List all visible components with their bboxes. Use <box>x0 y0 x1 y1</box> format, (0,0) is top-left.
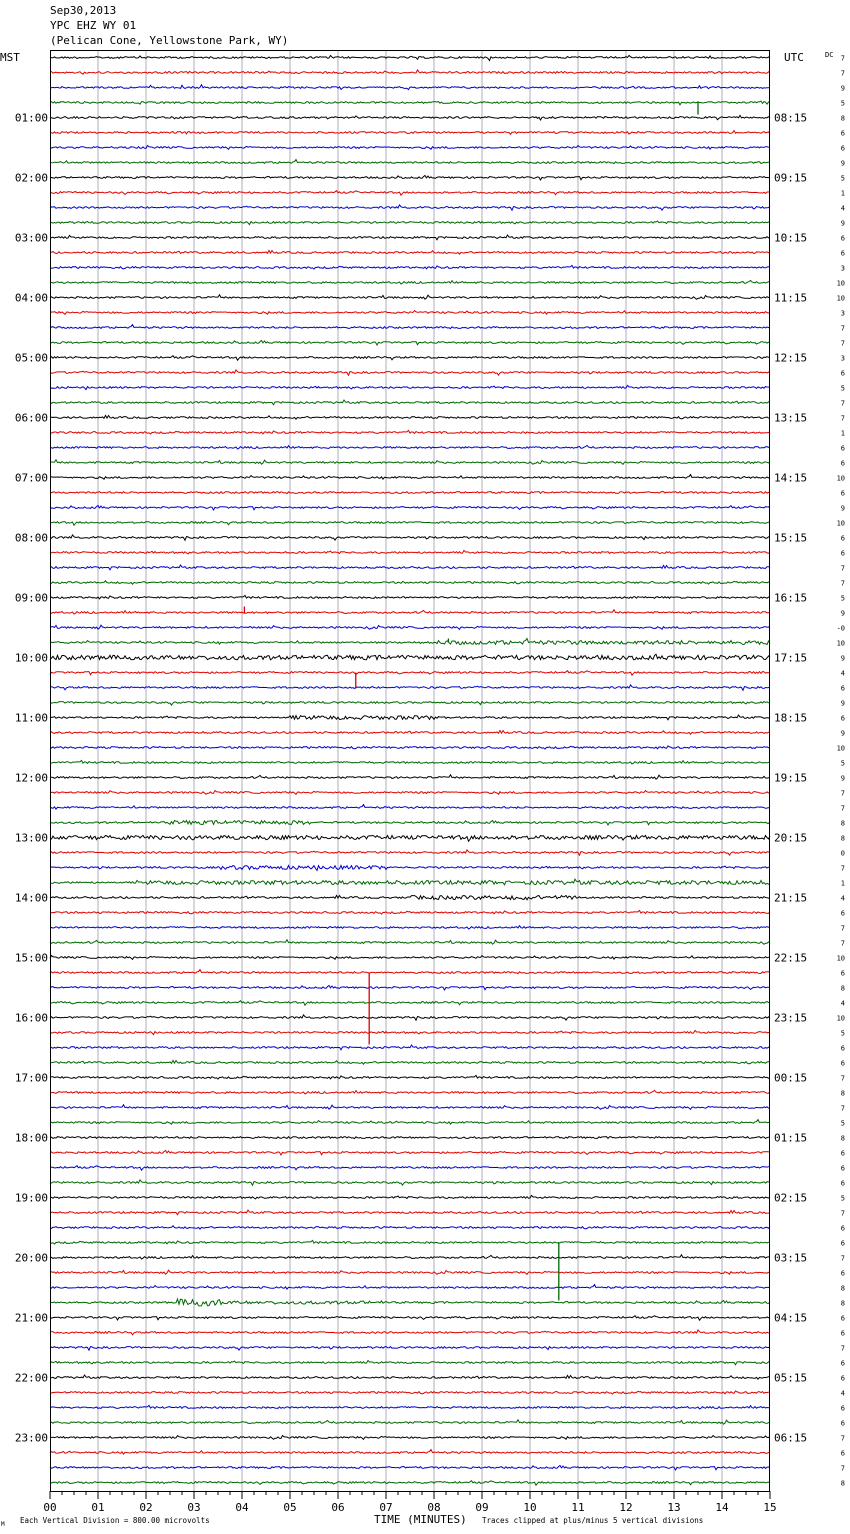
dc-value: 10 <box>836 474 845 483</box>
dc-value: 7 <box>840 1464 845 1473</box>
x-axis-title: TIME (MINUTES) <box>374 1513 467 1526</box>
trace-row <box>50 715 770 720</box>
trace-row <box>50 791 770 795</box>
trace-row <box>50 221 770 225</box>
dc-value: 6 <box>840 909 845 918</box>
dc-value: 8 <box>840 1479 845 1488</box>
trace-row <box>50 265 770 269</box>
trace-row <box>50 430 770 434</box>
dc-value: 7 <box>840 414 845 423</box>
left-time-label: 17:00 <box>14 1071 48 1085</box>
trace-row <box>50 926 770 929</box>
trace-row <box>50 671 770 676</box>
dc-value: 8 <box>840 984 845 993</box>
dc-value: 9 <box>840 219 845 228</box>
dc-value: 6 <box>840 489 845 498</box>
trace-row <box>50 654 770 659</box>
trace-row <box>50 1195 770 1199</box>
right-time-label: 16:15 <box>774 591 808 605</box>
x-tick-label: 09 <box>475 1501 489 1514</box>
dc-value: 6 <box>840 1179 845 1188</box>
dc-value: 6 <box>840 1359 845 1368</box>
utc-time-labels <box>774 112 807 1445</box>
record-date: Sep30,2013 <box>50 4 117 17</box>
right-time-label: 05:15 <box>774 1371 808 1385</box>
x-tick-label: 05 <box>283 1501 297 1514</box>
trace-row <box>50 730 770 734</box>
right-time-label: 15:15 <box>774 531 808 545</box>
right-time-label: 21:15 <box>774 891 808 905</box>
dc-value: 7 <box>840 564 845 573</box>
left-time-label: 02:00 <box>14 171 48 185</box>
left-time-label: 05:00 <box>14 351 48 365</box>
dc-value: 6 <box>840 534 845 543</box>
dc-value: 10 <box>836 954 845 963</box>
trace-row <box>50 1045 770 1050</box>
trace-row <box>50 625 770 629</box>
trace-row <box>50 639 770 645</box>
trace-row <box>50 250 770 254</box>
trace-row <box>50 460 770 465</box>
trace-row <box>50 176 770 181</box>
trace-row <box>50 850 770 855</box>
dc-value: 7 <box>840 804 845 813</box>
trace-row <box>50 805 770 810</box>
trace-row <box>50 685 770 690</box>
trace-row <box>50 910 770 914</box>
left-time-label: 15:00 <box>14 951 48 965</box>
dc-value: 10 <box>836 744 845 753</box>
dc-value: 7 <box>840 1434 845 1443</box>
dc-value: 6 <box>840 714 845 723</box>
left-time-label: 18:00 <box>14 1131 48 1145</box>
dc-value: 3 <box>840 354 845 363</box>
trace-row <box>50 70 770 74</box>
right-time-label: 20:15 <box>774 831 808 845</box>
trace-row <box>50 131 770 135</box>
right-time-label: 09:15 <box>774 171 808 185</box>
left-time-label: 08:00 <box>14 531 48 545</box>
trace-row <box>50 356 770 361</box>
dc-value: 9 <box>840 84 845 93</box>
trace-row <box>50 280 770 284</box>
corner-mark: M <box>1 1521 5 1528</box>
left-time-label: 04:00 <box>14 291 48 305</box>
dc-value: 10 <box>836 294 845 303</box>
dc-value: 9 <box>840 504 845 513</box>
dc-value: 6 <box>840 144 845 153</box>
station-location: (Pelican Cone, Yellowstone Park, WY) <box>50 34 289 47</box>
dc-value: 10 <box>836 639 845 648</box>
trace-row <box>50 1375 770 1379</box>
dc-value: 3 <box>840 264 845 273</box>
dc-value: 6 <box>840 969 845 978</box>
trace-row <box>50 565 770 570</box>
trace-row <box>50 235 770 240</box>
dc-value: 6 <box>840 234 845 243</box>
right-time-label: 13:15 <box>774 411 808 425</box>
dc-value: 5 <box>840 594 845 603</box>
dc-offset-labels <box>837 55 845 1488</box>
dc-value: 6 <box>840 129 845 138</box>
dc-value: 9 <box>840 729 845 738</box>
clip-note: Traces clipped at plus/minus 5 vertical divisions <box>482 1516 704 1525</box>
dc-value: 6 <box>840 1149 845 1158</box>
right-time-label: 18:15 <box>774 711 808 725</box>
dc-value: 6 <box>840 459 845 468</box>
dc-value: 7 <box>840 1344 845 1353</box>
dc-value: 6 <box>840 249 845 258</box>
right-time-label: 01:15 <box>774 1131 808 1145</box>
left-time-label: 20:00 <box>14 1251 48 1265</box>
x-tick-label: 07 <box>379 1501 393 1514</box>
trace-row <box>50 1240 770 1244</box>
trace-row <box>50 400 770 405</box>
trace-row <box>50 535 770 540</box>
x-tick-label: 04 <box>235 1501 249 1514</box>
dc-value: 4 <box>840 669 845 678</box>
dc-value: 6 <box>840 1224 845 1233</box>
trace-row <box>50 1330 770 1335</box>
trace-row <box>50 986 770 991</box>
trace-row <box>50 115 770 120</box>
trace-row <box>50 56 770 61</box>
dc-value: 7 <box>840 939 845 948</box>
trace-row <box>50 385 770 389</box>
dc-value: 8 <box>840 1299 845 1308</box>
left-time-label: 11:00 <box>14 711 48 725</box>
trace-row <box>50 160 770 164</box>
trace-row <box>50 1075 770 1079</box>
local-time-labels <box>15 112 48 1445</box>
dc-value: 3 <box>840 309 845 318</box>
dc-header-label: DC <box>825 51 834 59</box>
dc-value: 4 <box>840 1389 845 1398</box>
right-time-label: 19:15 <box>774 771 808 785</box>
dc-value: 6 <box>840 1404 845 1413</box>
right-time-label: 22:15 <box>774 951 808 965</box>
right-time-label: 04:15 <box>774 1311 808 1325</box>
trace-row <box>50 1137 770 1139</box>
trace-row <box>50 1420 770 1425</box>
dc-value: 8 <box>840 114 845 123</box>
x-tick-label: 12 <box>619 1501 633 1514</box>
dc-value: 7 <box>840 339 845 348</box>
dc-value: 6 <box>840 1269 845 1278</box>
dc-value: 8 <box>840 819 845 828</box>
trace-row <box>50 1030 770 1034</box>
left-timezone-label: MST <box>0 51 20 64</box>
trace-row <box>50 1120 770 1125</box>
trace-row <box>50 1285 770 1290</box>
trace-row <box>50 1299 770 1306</box>
trace-row <box>50 101 770 105</box>
x-tick-label: 03 <box>187 1501 201 1514</box>
dc-value: 6 <box>840 1419 845 1428</box>
dc-value: 9 <box>840 159 845 168</box>
x-tick-label: 08 <box>427 1501 441 1514</box>
trace-row <box>50 370 770 375</box>
dc-value: 6 <box>840 549 845 558</box>
trace-row <box>50 205 770 210</box>
trace-row <box>50 760 770 764</box>
dc-value: 5 <box>840 759 845 768</box>
right-time-label: 08:15 <box>774 111 808 125</box>
x-tick-label: 06 <box>331 1501 345 1514</box>
trace-row <box>50 821 770 826</box>
right-time-label: 06:15 <box>774 1431 808 1445</box>
dc-value: 8 <box>840 1134 845 1143</box>
dc-value: 7 <box>840 399 845 408</box>
trace-row <box>50 775 770 780</box>
dc-value: 6 <box>840 1314 845 1323</box>
trace-row <box>50 1405 770 1409</box>
dc-value: 9 <box>840 699 845 708</box>
x-tick-label: 11 <box>571 1501 585 1514</box>
trace-row <box>50 311 770 315</box>
trace-row <box>50 581 770 584</box>
right-time-label: 14:15 <box>774 471 808 485</box>
dc-value: 6 <box>840 1449 845 1458</box>
right-time-label: 11:15 <box>774 291 808 305</box>
trace-row <box>50 295 770 300</box>
dc-value: 5 <box>840 384 845 393</box>
trace-row <box>50 1436 770 1440</box>
dc-value: 5 <box>840 1194 845 1203</box>
x-tick-label: 00 <box>43 1501 57 1514</box>
trace-group <box>50 56 770 1486</box>
dc-value: 10 <box>836 519 845 528</box>
trace-row <box>50 191 770 196</box>
right-time-label: 00:15 <box>774 1071 808 1085</box>
left-time-label: 16:00 <box>14 1011 48 1025</box>
trace-row <box>50 341 770 346</box>
left-time-label: 03:00 <box>14 231 48 245</box>
trace-row <box>50 521 770 525</box>
trace-row <box>50 746 770 749</box>
dc-value: 6 <box>840 1164 845 1173</box>
left-time-label: 23:00 <box>14 1431 48 1445</box>
right-time-label: 12:15 <box>774 351 808 365</box>
left-time-label: 10:00 <box>14 651 48 665</box>
dc-value: 4 <box>840 999 845 1008</box>
trace-row <box>50 970 770 974</box>
dc-value: 10 <box>836 1014 845 1023</box>
dc-value: 5 <box>840 1119 845 1128</box>
trace-row <box>50 1090 770 1094</box>
x-tick-label: 15 <box>763 1501 777 1514</box>
dc-value: 7 <box>840 924 845 933</box>
trace-row <box>50 1347 770 1351</box>
right-time-label: 17:15 <box>774 651 808 665</box>
trace-row <box>50 1316 770 1321</box>
dc-value: 4 <box>840 894 845 903</box>
dc-value: 6 <box>840 1044 845 1053</box>
dc-value: 9 <box>840 609 845 618</box>
trace-row <box>50 940 770 945</box>
dc-value: 6 <box>840 444 845 453</box>
right-time-label: 03:15 <box>774 1251 808 1265</box>
time-axis <box>43 1491 776 1514</box>
right-timezone-label: UTC <box>784 51 804 64</box>
trace-row <box>50 445 770 449</box>
trace-row <box>50 1360 770 1364</box>
division-note: Each Vertical Division = 800.00 microvolts <box>20 1516 210 1525</box>
left-time-label: 12:00 <box>14 771 48 785</box>
trace-row <box>50 1210 770 1215</box>
trace-row <box>50 1060 770 1064</box>
trace-row <box>50 85 770 90</box>
dc-value: 5 <box>840 1029 845 1038</box>
trace-row <box>50 836 770 842</box>
trace-row <box>50 610 770 614</box>
dc-value: 5 <box>840 174 845 183</box>
dc-value: 4 <box>840 204 845 213</box>
dc-value: 7 <box>840 1209 845 1218</box>
trace-row <box>50 492 770 494</box>
left-time-label: 14:00 <box>14 891 48 905</box>
left-time-label: 19:00 <box>14 1191 48 1205</box>
trace-row <box>50 146 770 150</box>
trace-row <box>50 506 770 511</box>
right-time-label: 02:15 <box>774 1191 808 1205</box>
dc-value: 7 <box>840 54 845 63</box>
dc-value: 7 <box>840 864 845 873</box>
dc-value: 6 <box>840 1329 845 1338</box>
trace-row <box>50 1255 770 1259</box>
station-id: YPC EHZ WY 01 <box>50 19 137 32</box>
trace-row <box>50 1166 770 1171</box>
dc-value: 7 <box>840 69 845 78</box>
trace-row <box>50 475 770 480</box>
trace-row <box>50 415 770 419</box>
trace-row <box>50 1105 770 1110</box>
left-time-label: 06:00 <box>14 411 48 425</box>
x-tick-label: 02 <box>139 1501 153 1514</box>
trace-row <box>50 325 770 329</box>
dc-value: 7 <box>840 324 845 333</box>
dc-value: 8 <box>840 1284 845 1293</box>
right-time-label: 10:15 <box>774 231 808 245</box>
trace-row <box>50 866 770 871</box>
dc-value: 9 <box>840 774 845 783</box>
trace-row <box>50 956 770 960</box>
dc-value: 6 <box>840 1059 845 1068</box>
dc-value: -0 <box>836 624 845 633</box>
trace-row <box>50 1391 770 1394</box>
dc-value: 7 <box>840 1254 845 1263</box>
dc-value: 1 <box>840 879 845 888</box>
trace-row <box>50 879 770 885</box>
dc-value: 6 <box>840 684 845 693</box>
dc-value: 6 <box>840 1239 845 1248</box>
trace-row <box>50 1270 770 1274</box>
left-time-label: 13:00 <box>14 831 48 845</box>
dc-value: 1 <box>840 189 845 198</box>
left-time-label: 22:00 <box>14 1371 48 1385</box>
dc-value: 7 <box>840 1104 845 1113</box>
trace-row <box>50 1001 770 1006</box>
trace-row <box>50 895 770 899</box>
x-tick-label: 13 <box>667 1501 681 1514</box>
dc-value: 10 <box>836 279 845 288</box>
dc-value: 7 <box>840 579 845 588</box>
dc-value: 7 <box>840 789 845 798</box>
dc-value: 0 <box>840 849 845 858</box>
trace-row <box>50 1180 770 1185</box>
left-time-label: 21:00 <box>14 1311 48 1325</box>
trace-row <box>50 1450 770 1455</box>
trace-row <box>50 595 770 598</box>
dc-value: 8 <box>840 1089 845 1098</box>
dc-value: 8 <box>840 834 845 843</box>
trace-row <box>50 1151 770 1156</box>
dc-value: 7 <box>840 1074 845 1083</box>
x-tick-label: 10 <box>523 1501 537 1514</box>
left-time-label: 01:00 <box>14 111 48 125</box>
trace-row <box>50 701 770 705</box>
dc-value: 9 <box>840 654 845 663</box>
dc-value: 6 <box>840 369 845 378</box>
dc-value: 5 <box>840 99 845 108</box>
x-tick-label: 14 <box>715 1501 729 1514</box>
dc-value: 1 <box>840 429 845 438</box>
left-time-label: 09:00 <box>14 591 48 605</box>
trace-row <box>50 1466 770 1471</box>
trace-row <box>50 550 770 554</box>
x-tick-label: 01 <box>91 1501 105 1514</box>
right-time-label: 23:15 <box>774 1011 808 1025</box>
dc-value: 6 <box>840 1374 845 1383</box>
trace-row <box>50 1226 770 1229</box>
trace-row <box>50 1015 770 1020</box>
trace-row <box>50 1481 770 1486</box>
left-time-label: 07:00 <box>14 471 48 485</box>
